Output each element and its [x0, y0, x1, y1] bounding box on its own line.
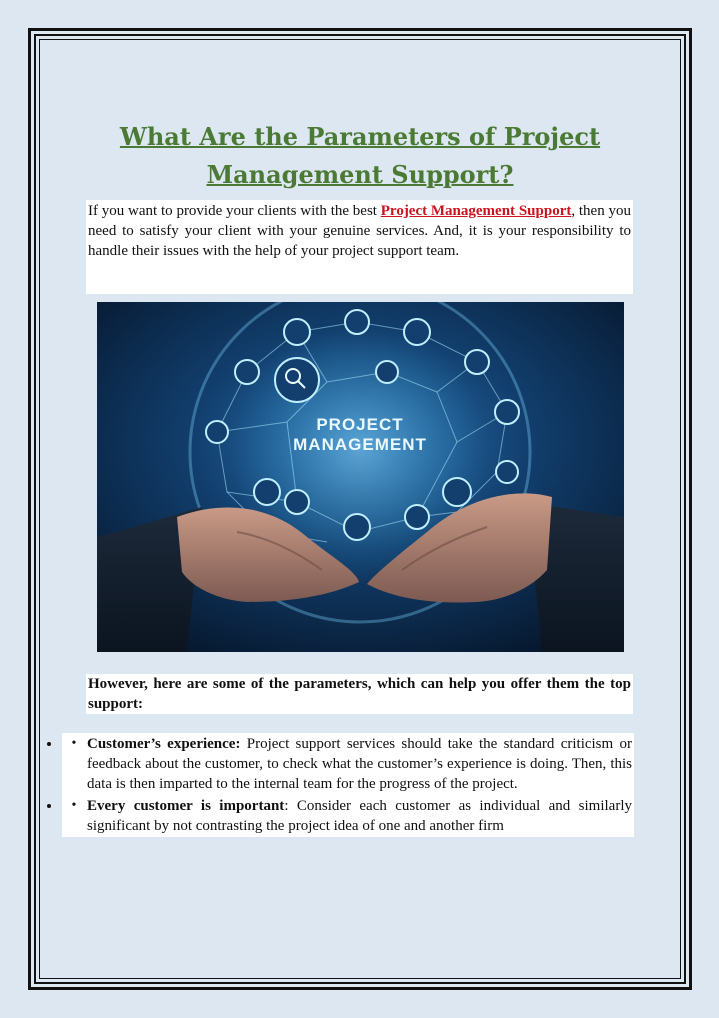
- image-text-management: MANAGEMENT: [293, 435, 427, 454]
- bullet-icon: • •: [71, 736, 77, 751]
- image-text-project: PROJECT: [316, 415, 404, 434]
- page-title: What Are the Parameters of Project Management Support?: [119, 122, 601, 189]
- intro-paragraph: [86, 200, 633, 294]
- bullet-label: Customer’s experience:: [87, 736, 241, 752]
- list-item: [62, 733, 634, 795]
- project-management-image: [97, 302, 624, 652]
- bullet-label: Every customer is important: [87, 798, 285, 814]
- intro-text-start: If you want to provide your clients with the best: [88, 203, 381, 219]
- parameters-list: [62, 733, 634, 837]
- intro-text-end: , then you need to satisfy your client with your genuine services. And, it is your responsibility to handle their issues with the help of your project support team.: [88, 203, 631, 259]
- parameters-subheading: However, here are some of the parameters, which can help you offer them the top support:: [88, 676, 631, 712]
- bullet-icon: • •: [71, 798, 77, 813]
- hands-network-illustration: [97, 302, 624, 652]
- list-item: [62, 795, 634, 837]
- bullet-text: Project support services should take the standard criticism or feedback about the customer, to check what the customer’s experience is doing. Then, this data is then imparted to the internal team for the progress of the project.: [87, 736, 632, 792]
- project-management-support-link[interactable]: Project Management Support: [380, 203, 572, 219]
- bullet-text: : Consider each customer as individual and similarly significant by not contrasting the project idea of one and another firm: [87, 798, 632, 834]
